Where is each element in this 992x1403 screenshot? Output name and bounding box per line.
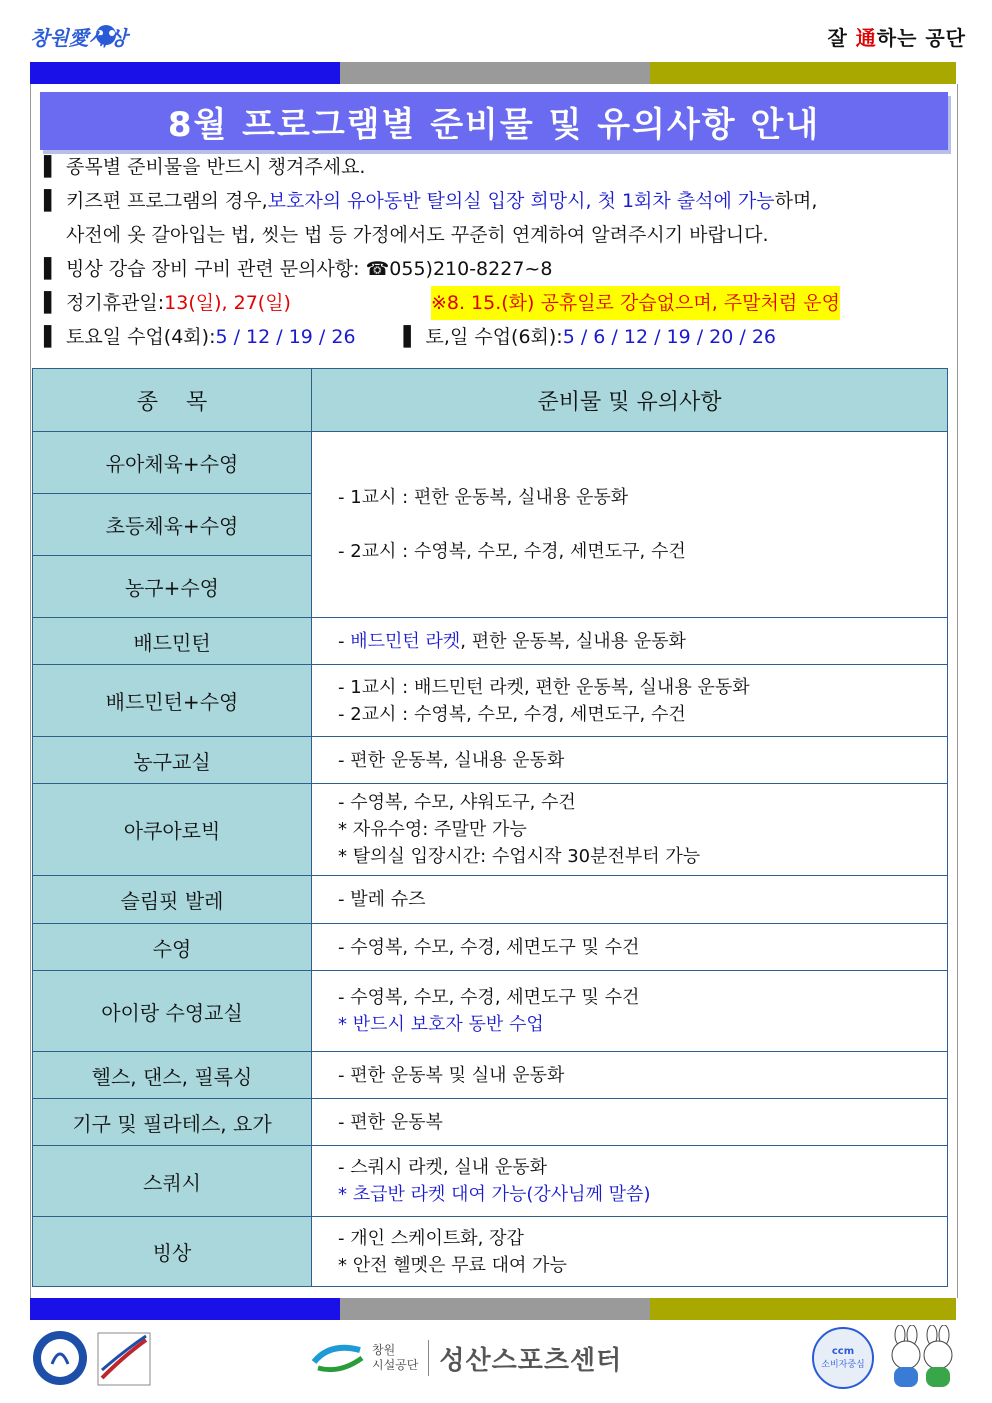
program-table xyxy=(32,368,948,1287)
program-name: 유아체육+수영 xyxy=(33,432,312,494)
table-row xyxy=(33,432,948,494)
notice-item-schedule: ▌ 토요일 수업(4회): 5 / 12 / 19 / 26 ▌ 토,일 수업(6회): 5 / 6 / 12 / 19 / 20 / 26 xyxy=(44,320,944,354)
program-notes: - 1교시 : 편한 운동복, 실내용 운동화 - 2교시 : 수영복, 수모, 수경, 세면도구, 수건 xyxy=(312,432,948,618)
center-logo xyxy=(310,1338,622,1378)
org-name-line2: 시설공단 xyxy=(372,1358,419,1372)
program-name: 농구+수영 xyxy=(33,556,312,618)
program-name: 스쿼시 xyxy=(33,1146,312,1217)
program-name: 아이랑 수영교실 xyxy=(33,971,312,1052)
program-name: 배드민턴 xyxy=(33,618,312,665)
program-name: 배드민턴+수영 xyxy=(33,665,312,737)
bottom-bar-gray xyxy=(340,1298,650,1320)
notice-item-closed-days: ▌ 정기휴관일: 13(일), 27(일) ※8. 15.(화) 공휴일로 강습없으며, 주말처럼 운영 xyxy=(44,286,944,320)
program-name: 헬스, 댄스, 필록싱 xyxy=(33,1052,312,1099)
page-title: 8월 프로그램별 준비물 및 유의사항 안내 xyxy=(40,92,948,150)
bullet-icon: ▌ xyxy=(44,258,59,280)
bullet-icon: ▌ xyxy=(403,326,419,348)
program-name: 수영 xyxy=(33,924,312,971)
org-name-line1: 창원 xyxy=(372,1343,396,1357)
table-header-row xyxy=(33,369,948,432)
program-notes: - 편한 운동복 xyxy=(312,1099,948,1146)
program-name: 초등체육+수영 xyxy=(33,494,312,556)
certification-logos xyxy=(30,1330,160,1394)
certification-mark-icon xyxy=(98,1333,150,1385)
program-name: 기구 및 필라테스, 요가 xyxy=(33,1099,312,1146)
ccm-badge: ccm 소비자중심 xyxy=(812,1327,874,1389)
program-notes: - 발레 슈즈 xyxy=(312,876,948,924)
program-name: 빙상 xyxy=(33,1217,312,1287)
program-notes: - 1교시 : 배드민턴 라켓, 편한 운동복, 실내용 운동화 - 2교시 : 수영복, 수모, 수경, 세면도구, 수건 xyxy=(312,665,948,737)
table-row xyxy=(33,1052,948,1099)
program-name: 아쿠아로빅 xyxy=(33,784,312,876)
column-header-program: 종 목 xyxy=(33,369,312,432)
mascot-icon xyxy=(880,1325,960,1391)
table-row xyxy=(33,1217,948,1287)
bullet-icon: ▌ xyxy=(44,190,59,212)
program-name: 슬림핏 발레 xyxy=(33,876,312,924)
bottom-bar-blue xyxy=(30,1298,340,1320)
center-name: 성산스포츠센터 xyxy=(439,1345,623,1376)
city-logo xyxy=(30,20,190,50)
program-notes: - 수영복, 수모, 수경, 세면도구 및 수건 xyxy=(312,924,948,971)
notice-list xyxy=(44,150,944,354)
ccm-badge-and-mascots xyxy=(812,1325,960,1391)
program-notes: - 편한 운동복 및 실내 운동화 xyxy=(312,1052,948,1099)
program-notes: - 편한 운동복, 실내용 운동화 xyxy=(312,737,948,784)
slogan: 잘 通하는 공단 xyxy=(827,26,966,50)
table-row xyxy=(33,971,948,1052)
top-bar-blue xyxy=(30,62,340,84)
bullet-icon: ▌ xyxy=(44,292,59,314)
holiday-notice: ※8. 15.(화) 공휴일로 강습없으며, 주말처럼 운영 xyxy=(431,286,840,320)
corporation-swoosh-icon xyxy=(310,1338,370,1378)
table-row xyxy=(33,737,948,784)
column-header-notes: 준비물 및 유의사항 xyxy=(312,369,948,432)
table-row xyxy=(33,924,948,971)
human-rights-seal-icon xyxy=(33,1331,87,1385)
program-name: 농구교실 xyxy=(33,737,312,784)
top-bar-olive xyxy=(650,62,956,84)
bottom-bar-olive xyxy=(650,1298,956,1320)
table-row xyxy=(33,876,948,924)
notice-item-continued: 사전에 옷 갈아입는 법, 씻는 법 등 가정에서도 꾸준히 연계하여 알려주시기 바랍니다. xyxy=(66,224,769,246)
table-row xyxy=(33,1146,948,1217)
program-notes: - 배드민턴 라켓, 편한 운동복, 실내용 운동화 xyxy=(312,618,948,665)
table-row xyxy=(33,665,948,737)
notice-item: ▌ 종목별 준비물을 반드시 챙겨주세요. xyxy=(44,150,944,184)
program-notes: - 수영복, 수모, 샤워도구, 수건 * 자유수영: 주말만 가능 * 탈의실 입장시간: 수업시작 30분전부터 가능 xyxy=(312,784,948,876)
top-bar-gray xyxy=(340,62,650,84)
bullet-icon: ▌ xyxy=(44,156,59,178)
table-row xyxy=(33,618,948,665)
table-row xyxy=(33,784,948,876)
bullet-icon: ▌ xyxy=(44,326,59,348)
notice-item: ▌ 빙상 강습 장비 구비 관련 문의사항: ☎055)210-8227~8 xyxy=(44,252,944,286)
city-logo-text: 창원愛세상 xyxy=(30,26,128,50)
program-notes: - 개인 스케이트화, 장갑 * 안전 헬멧은 무료 대여 가능 xyxy=(312,1217,948,1287)
program-notes: - 수영복, 수모, 수경, 세면도구 및 수건 * 반드시 보호자 동반 수업 xyxy=(312,971,948,1052)
table-row xyxy=(33,1099,948,1146)
notice-item: ▌ 키즈편 프로그램의 경우, 보호자의 유아동반 탈의실 입장 희망시, 첫 1회차 출석에 가능 하며, xyxy=(44,184,944,218)
program-notes: - 스쿼시 라켓, 실내 운동화 * 초급반 라켓 대여 가능(강사님께 말씀) xyxy=(312,1146,948,1217)
